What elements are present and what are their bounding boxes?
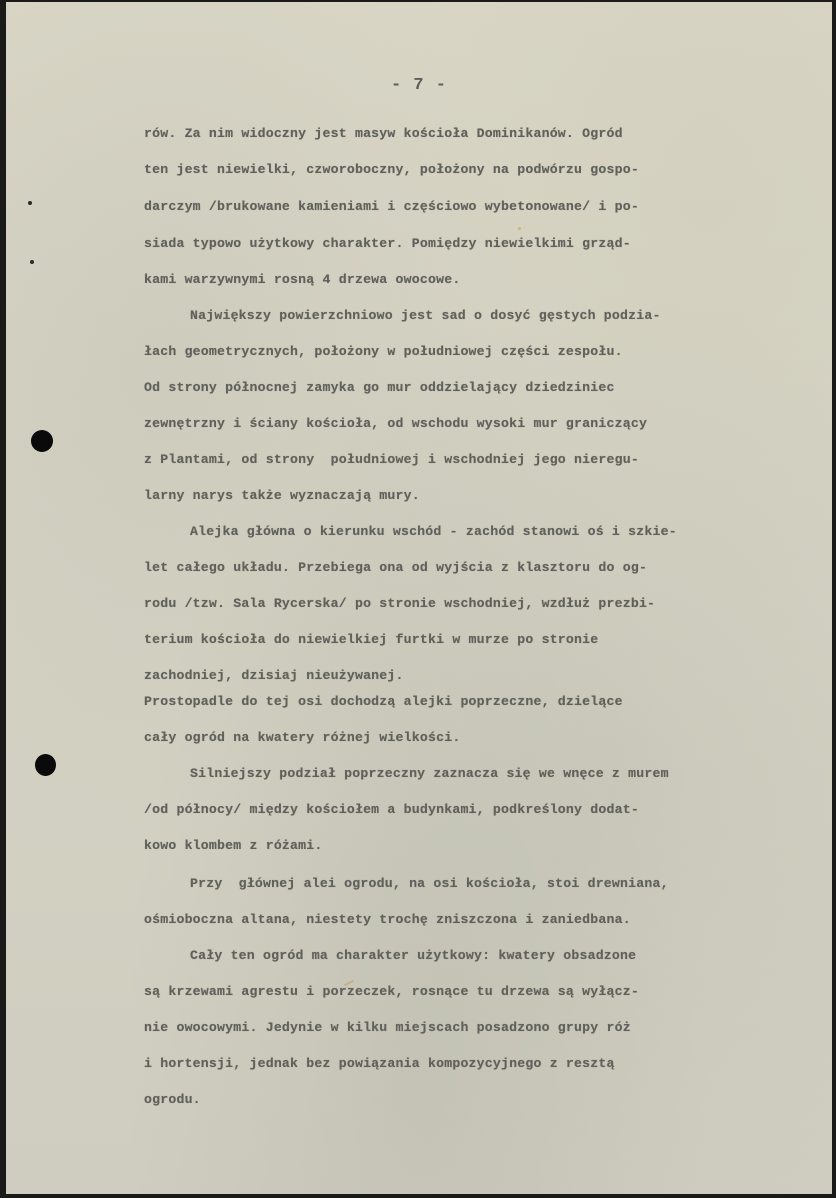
text-line: ten jest niewielki, czworoboczny, położony na podwórzu gospo- — [144, 162, 639, 177]
text-line: łach geometrycznych, położony w południowej części zespołu. — [144, 344, 623, 359]
text-line: cały ogród na kwatery różnej wielkości. — [144, 730, 461, 745]
text-line: kowo klombem z różami. — [144, 838, 323, 853]
text-line: ośmioboczna altana, niestety trochę zniszczona i zaniedbana. — [144, 912, 631, 927]
text-line: z Plantami, od strony południowej i wschodniej jego nieregu- — [144, 452, 639, 467]
paper-stain — [518, 227, 521, 230]
text-line: /od północy/ między kościołem a budynkami, podkreślony dodat- — [144, 802, 639, 817]
text-line: kami warzywnymi rosną 4 drzewa owocowe. — [144, 272, 461, 287]
text-line: i hortensji, jednak bez powiązania kompozycyjnego z resztą — [144, 1056, 615, 1071]
text-line: let całego układu. Przebiega ona od wyjścia z klasztoru do og- — [144, 560, 648, 575]
text-line: darczym /brukowane kamieniami i częściowo wybetonowane/ i po- — [144, 199, 639, 214]
text-line: zachodniej, dzisiaj nieużywanej. — [144, 668, 404, 683]
text-line: zewnętrzny i ściany kościoła, od wschodu wysoki mur graniczący — [144, 416, 648, 431]
text-line: Największy powierzchniowo jest sad o dosyć gęstych podzia- — [190, 308, 661, 323]
margin-dot — [28, 201, 32, 205]
text-line: Alejka główna o kierunku wschód - zachód stanowi oś i szkie- — [190, 524, 677, 539]
text-line: są krzewami agrestu i porzeczek, rosnące tu drzewa są wyłącz- — [144, 984, 639, 999]
text-line: nie owocowymi. Jedynie w kilku miejscach posadzono grupy róż — [144, 1020, 631, 1035]
text-line: rów. Za nim widoczny jest masyw kościoła Dominikanów. Ogród — [144, 126, 623, 141]
text-line: Cały ten ogród ma charakter użytkowy: kwatery obsadzone — [190, 948, 637, 963]
text-line: siada typowo użytkowy charakter. Pomiędzy niewielkimi grząd- — [144, 236, 631, 251]
text-line: Od strony północnej zamyka go mur oddzielający dziedziniec — [144, 380, 615, 395]
text-line: terium kościoła do niewielkiej furtki w murze po stronie — [144, 632, 599, 647]
document-page — [6, 2, 832, 1194]
text-line: Przy głównej alei ogrodu, na osi kościoła, stoi drewniana, — [190, 876, 669, 891]
text-line: ogrodu. — [144, 1092, 201, 1107]
margin-dot — [30, 260, 34, 264]
punch-hole — [31, 430, 53, 452]
text-line: Silniejszy podział poprzeczny zaznacza się we wnęce z murem — [190, 766, 669, 781]
text-line: Prostopadle do tej osi dochodzą alejki poprzeczne, dzielące — [144, 694, 623, 709]
text-line: larny narys także wyznaczają mury. — [144, 488, 420, 503]
text-line: rodu /tzw. Sala Rycerska/ po stronie wschodniej, wzdłuż prezbi- — [144, 596, 656, 611]
page-number: - 7 - — [390, 76, 447, 95]
punch-hole — [35, 754, 56, 776]
